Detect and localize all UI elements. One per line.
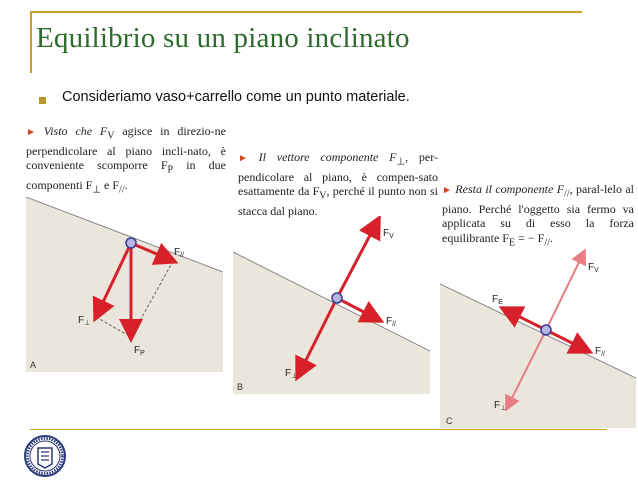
caption-b: ► Il vettore componente $F_\perp$, per-pendicolare al piano, è compen-sato esattamente da $F_V$, perché il punto non si stacca dal piano. <box>238 150 439 219</box>
panel-label-c: C <box>446 416 453 426</box>
panel-label-b: B <box>237 382 244 392</box>
title-top-rule <box>30 11 582 13</box>
caption-arrow-icon: ► <box>442 185 452 196</box>
label-f-equilibrant: $F_E$ <box>492 294 503 306</box>
label-f-perp: $F_\perp$ <box>78 315 91 327</box>
label-f-perp: $F_\perp$ <box>285 368 298 380</box>
label-f-parallel: $F_{//}$ <box>174 247 184 259</box>
slide-title: Equilibrio su un piano inclinato <box>36 22 410 54</box>
material-point <box>126 238 136 248</box>
caption-c: ► Resta il componente $F_{//}$, paral-lelo al piano. Perché l'oggetto sia fermo va applicata su di esso la forza equilibrante $F_E$ = − $F_{//}$. <box>442 182 634 249</box>
inclined-plane <box>233 252 430 394</box>
figure-panel-c <box>440 246 636 428</box>
caption-arrow-icon: ► <box>238 153 248 164</box>
normal-vector <box>546 252 584 330</box>
figure-panel-b <box>233 216 430 394</box>
label-f-parallel: $F_{//}$ <box>386 316 396 328</box>
label-f-perp: $F_\perp$ <box>494 400 507 412</box>
panel-label-a: A <box>30 360 37 370</box>
inclined-plane <box>26 197 223 372</box>
label-f-normal: $F_V$ <box>383 228 394 240</box>
footer-rule <box>30 429 607 430</box>
inclined-plane <box>440 284 636 428</box>
normal-vector <box>337 220 378 298</box>
figure-panel-a <box>26 197 223 372</box>
bullet-text: Consideriamo vaso+carrello come un punto materiale. <box>62 89 410 105</box>
label-f-parallel: $F_{//}$ <box>595 346 605 358</box>
label-f-normal: $F_V$ <box>588 262 599 274</box>
material-point <box>332 293 342 303</box>
title-left-rule <box>30 11 32 73</box>
material-point <box>541 325 551 335</box>
caption-arrow-icon: ► <box>26 127 36 138</box>
bullet-square-icon <box>39 97 46 104</box>
caption-a: ► Visto che $F_V$ agisce in direzio-ne perpendicolare al piano incli-nato, è conveniente scomporre $F_P$ in due componenti $F_\perp$ e $F_{//}$. <box>26 124 226 196</box>
university-seal-icon <box>23 434 67 483</box>
label-f-weight: $F_P$ <box>134 345 145 357</box>
